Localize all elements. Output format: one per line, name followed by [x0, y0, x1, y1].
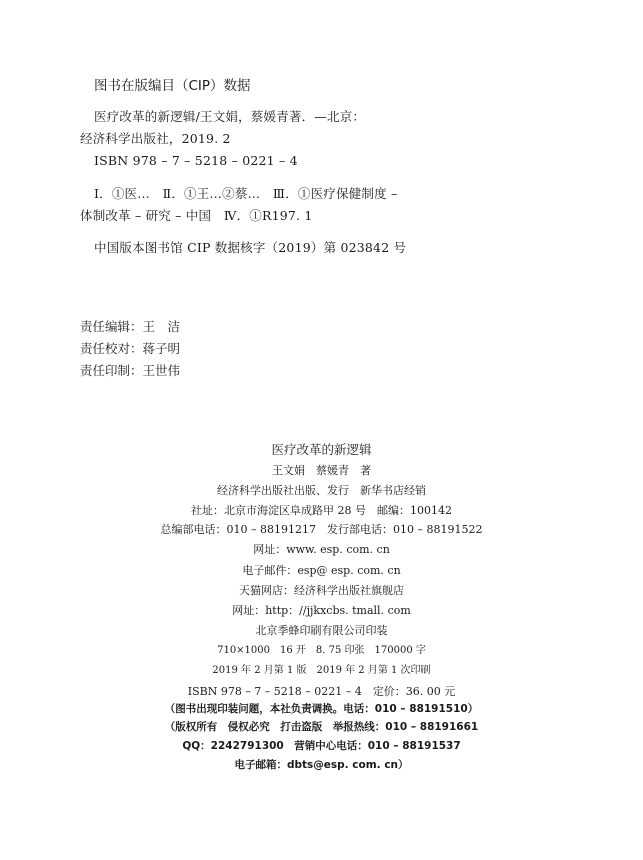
printer-line: 北京季蜂印刷有限公司印装 [255, 624, 388, 637]
cip-title-line: 医疗改革的新逻辑/王文娟，蔡媛青著．—北京： [94, 109, 366, 124]
publisher-address: 社址：北京市海淀区阜成路甲 28 号 邮编：100142 [191, 504, 452, 517]
publisher-website: 网址：www. esp. com. cn [253, 543, 390, 556]
publisher-phones: 总编部电话：010 – 88191217 发行部电话：010 – 88191522 [160, 523, 483, 536]
copyright-notice: （版权所有 侵权必究 打击盗版 举报热线：010 – 88191661 [164, 721, 479, 733]
contact-qq-marketing: QQ：2242791300 营销中心电话：010 – 88191537 [182, 740, 461, 752]
book-authors: 王文娟 蔡媛青 著 [272, 464, 371, 477]
isbn-price-line: ISBN 978 – 7 – 5218 – 0221 – 4 定价：36. 00 元 [187, 685, 456, 698]
publisher-email: 电子邮件：esp@ esp. com. cn [242, 564, 401, 577]
publisher-line: 经济科学出版社出版、发行 新华书店经销 [217, 484, 426, 497]
cip-heading: 图书在版编目（CIP）数据 [94, 78, 251, 94]
responsible-editor: 责任编辑：王 洁 [80, 319, 181, 334]
format-line: 710×1000 16 开 8. 75 印张 170000 字 [217, 645, 426, 656]
print-issue-notice: （图书出现印装问题，本社负责调换。电话：010 – 88191510） [164, 703, 479, 715]
edition-line: 2019 年 2 月第 1 版 2019 年 2 月第 1 次印刷 [212, 665, 431, 676]
cip-subject-line: Ⅰ．①医… Ⅱ．①王…②蔡… Ⅲ．①医疗保健制度 – [94, 186, 398, 201]
responsible-proofreader: 责任校对：蒋子明 [80, 341, 181, 356]
cip-subject-line-cont: 体制改革 – 研究 – 中国 Ⅳ．①R197. 1 [80, 208, 313, 223]
tmall-store: 天猫网店：经济科学出版社旗舰店 [239, 584, 404, 597]
cip-record-number: 中国版本图书馆 CIP 数据核字（2019）第 023842 号 [94, 240, 407, 255]
responsible-printing: 责任印制：王世伟 [80, 363, 181, 378]
cip-publisher-line: 经济科学出版社，2019. 2 [80, 131, 231, 146]
contact-email: 电子邮箱：dbts@esp. com. cn） [234, 759, 409, 771]
cip-isbn-line: ISBN 978 – 7 – 5218 – 0221 – 4 [94, 153, 298, 168]
book-title: 医疗改革的新逻辑 [271, 442, 372, 457]
tmall-url: 网址：http：//jjkxcbs. tmall. com [232, 604, 411, 617]
